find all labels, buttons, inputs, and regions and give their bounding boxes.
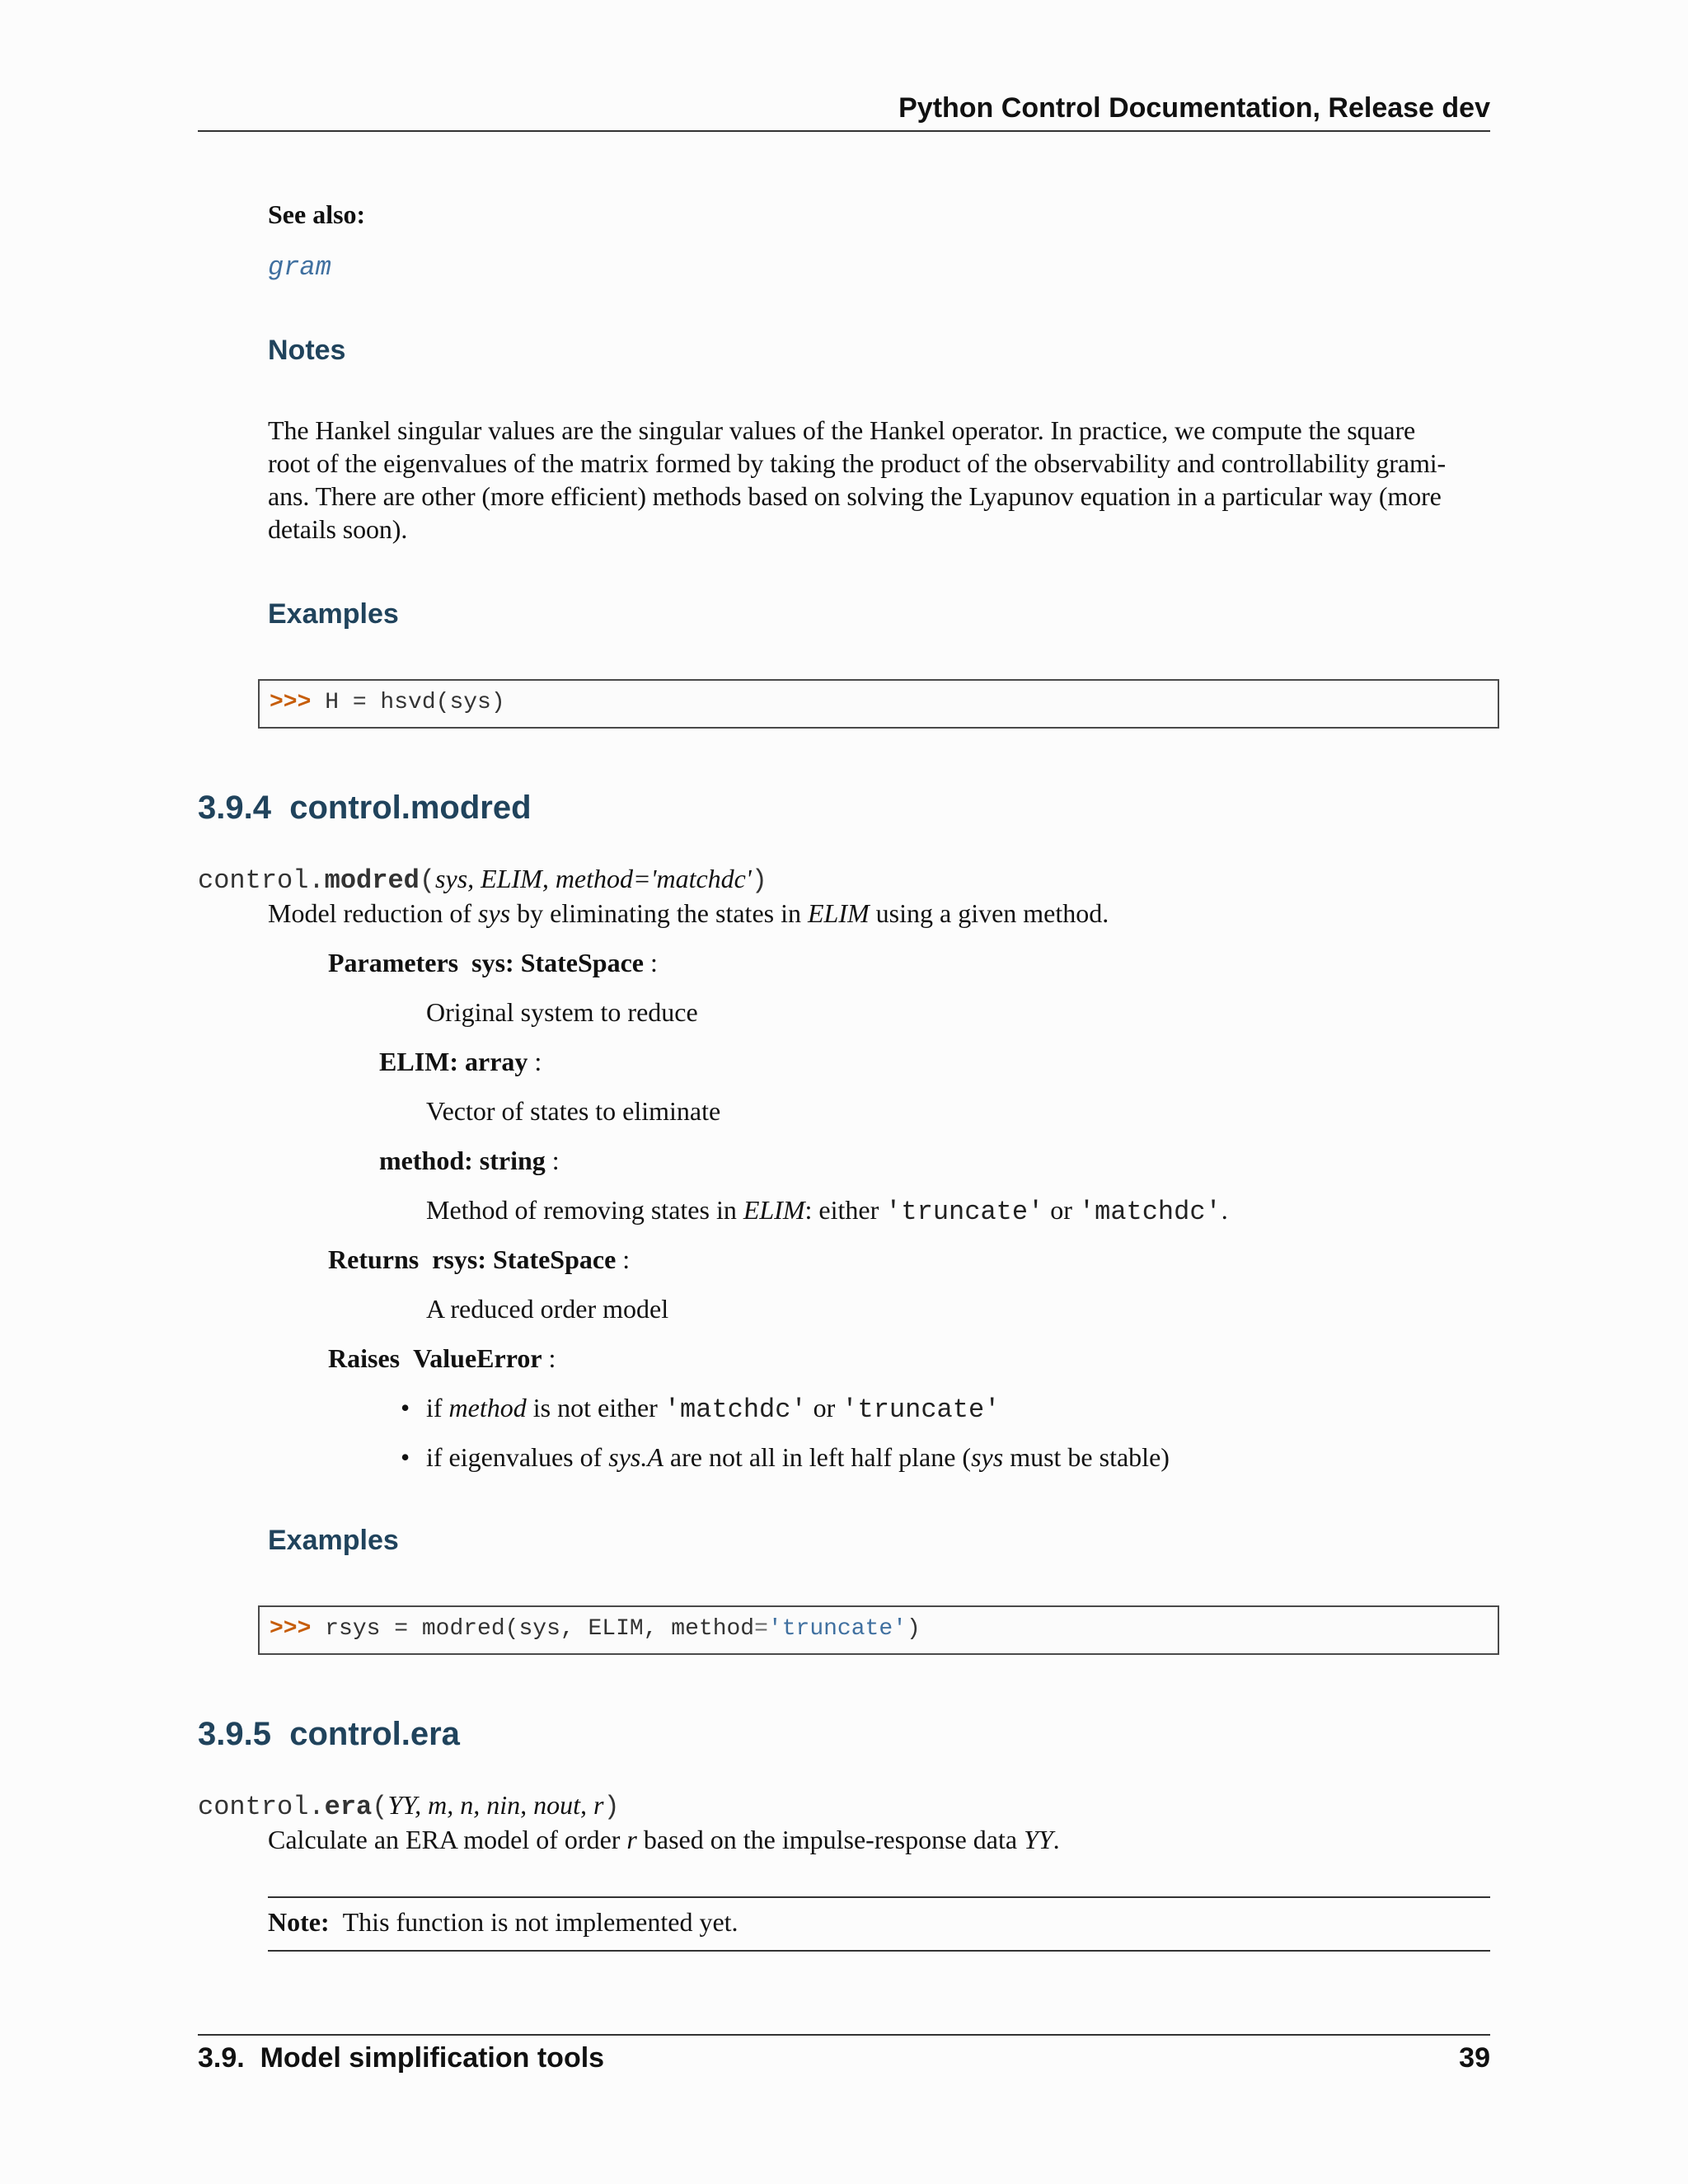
- bullet-icon: •: [401, 1393, 410, 1422]
- text: if: [426, 1393, 449, 1422]
- literal: 'truncate': [842, 1394, 1001, 1425]
- sig-params: sys, ELIM, method='matchdc': [435, 864, 752, 893]
- literal: 'matchdc': [663, 1394, 807, 1425]
- code-operator: =: [754, 1616, 768, 1642]
- notes-heading: Notes: [268, 335, 346, 366]
- section-number: 3.9.4: [198, 790, 271, 826]
- text: if eigenvalues of: [426, 1442, 609, 1472]
- notes-paragraph: [268, 414, 1496, 546]
- param-elim-desc: Vector of states to eliminate: [426, 1096, 721, 1126]
- bullet-icon: •: [401, 1442, 410, 1472]
- text: Model reduction of: [268, 898, 479, 928]
- param-method: [379, 1144, 560, 1177]
- text-em: sys: [478, 898, 511, 928]
- text: .: [1053, 1825, 1060, 1854]
- notes-line: details soon).: [268, 514, 408, 544]
- field-label-parameters: Parameters: [328, 948, 459, 977]
- raises-name: ValueError: [413, 1343, 542, 1373]
- section-number: 3.9.5: [198, 1716, 271, 1752]
- code-text: rsys = modred(sys, ELIM, method: [311, 1616, 755, 1642]
- field-parameters: [328, 946, 658, 979]
- field-label-returns: Returns: [328, 1244, 420, 1274]
- param-method-name: method: string: [379, 1146, 546, 1175]
- sig-paren: (: [419, 865, 436, 896]
- notes-line: ans. There are other (more efficient) methods based on solving the Lyapunov equation in a particular way (more: [268, 481, 1442, 511]
- footer-page-number: 39: [1459, 2042, 1490, 2074]
- examples-heading-2: Examples: [268, 1525, 399, 1556]
- footer-section: 3.9. Model simplification tools: [198, 2042, 605, 2074]
- text: Method of removing states in: [426, 1195, 743, 1225]
- text: :: [542, 1343, 556, 1373]
- text: using a given method.: [869, 898, 1109, 928]
- code-prompt: >>>: [270, 690, 312, 715]
- text: or: [806, 1393, 842, 1422]
- text-em: sys: [971, 1442, 1004, 1472]
- code-prompt: >>>: [270, 1616, 312, 1642]
- param-method-desc: [426, 1193, 1228, 1229]
- text-em: ELIM: [807, 898, 870, 928]
- text: :: [644, 948, 658, 977]
- signature-modred: [198, 864, 767, 896]
- text: Calculate an ERA model of order: [268, 1825, 627, 1854]
- code-string: 'truncate': [767, 1616, 907, 1642]
- sig-params: YY, m, n, nin, nout, r: [387, 1790, 604, 1820]
- literal: 'truncate': [885, 1197, 1044, 1227]
- text-em: sys.A: [608, 1442, 663, 1472]
- footer-rule: [198, 2034, 1490, 2036]
- text: based on the impulse-response data: [636, 1825, 1025, 1854]
- text: by eliminating the states in: [510, 898, 808, 928]
- text-em: YY: [1024, 1825, 1053, 1854]
- modred-description: [268, 897, 1109, 930]
- note-text: This function is not implemented yet.: [342, 1907, 738, 1937]
- code-block-hsvd: [258, 679, 1499, 729]
- text: :: [616, 1244, 631, 1274]
- note-admonition: [268, 1905, 738, 1938]
- text: or: [1043, 1195, 1079, 1225]
- notes-line: The Hankel singular values are the singular values of the Hankel operator. In practice, we compute the square: [268, 415, 1416, 445]
- param-elim: [379, 1045, 542, 1078]
- text: .: [1221, 1195, 1228, 1225]
- section-title: control.modred: [289, 790, 532, 826]
- literal: 'matchdc': [1078, 1197, 1221, 1227]
- sig-paren: ): [603, 1792, 620, 1822]
- raises-bullet-2: [401, 1441, 1170, 1474]
- running-header: Python Control Documentation, Release dev: [898, 92, 1490, 124]
- text: : either: [804, 1195, 886, 1225]
- field-returns: [328, 1243, 630, 1276]
- param-sys-desc: Original system to reduce: [426, 997, 698, 1027]
- code-text: H = hsvd(sys): [311, 690, 505, 715]
- examples-heading-1: Examples: [268, 598, 399, 630]
- sig-module: control.: [198, 865, 325, 896]
- era-description: [268, 1823, 1060, 1856]
- see-also-label: See also:: [268, 199, 366, 229]
- text: are not all in left half plane (: [663, 1442, 972, 1472]
- text-em: r: [626, 1825, 637, 1854]
- text-em: method: [448, 1393, 527, 1422]
- notes-line: root of the eigenvalues of the matrix formed by taking the product of the observability and controllability grami-: [268, 448, 1447, 478]
- section-heading-modred: [198, 790, 532, 827]
- text: must be stable): [1003, 1442, 1170, 1472]
- return-desc: A reduced order model: [426, 1294, 669, 1324]
- signature-era: [198, 1790, 620, 1822]
- section-heading-era: [198, 1716, 460, 1753]
- header-rule: [198, 130, 1490, 132]
- note-bottom-rule: [268, 1950, 1490, 1952]
- sig-paren: ): [751, 865, 767, 896]
- param-elim-name: ELIM: array: [379, 1047, 528, 1076]
- param-sys-name: sys: StateSpace: [471, 948, 644, 977]
- sig-module: control.: [198, 1792, 325, 1822]
- text: :: [545, 1146, 560, 1175]
- text: :: [528, 1047, 542, 1076]
- text: is not either: [526, 1393, 664, 1422]
- raises-bullet-1: [401, 1391, 1000, 1427]
- code-text: ): [906, 1616, 921, 1642]
- code-block-modred: [258, 1605, 1499, 1655]
- sig-paren: (: [372, 1792, 388, 1822]
- sig-function-name: era: [324, 1792, 373, 1822]
- return-name: rsys: StateSpace: [432, 1244, 617, 1274]
- text-em: ELIM: [743, 1195, 805, 1225]
- field-raises: [328, 1342, 556, 1375]
- see-also-link-gram[interactable]: gram: [268, 252, 331, 283]
- note-top-rule: [268, 1896, 1490, 1898]
- field-label-raises: Raises: [328, 1343, 401, 1373]
- section-title: control.era: [289, 1716, 460, 1752]
- note-label: Note:: [268, 1907, 330, 1937]
- sig-function-name: modred: [324, 865, 420, 896]
